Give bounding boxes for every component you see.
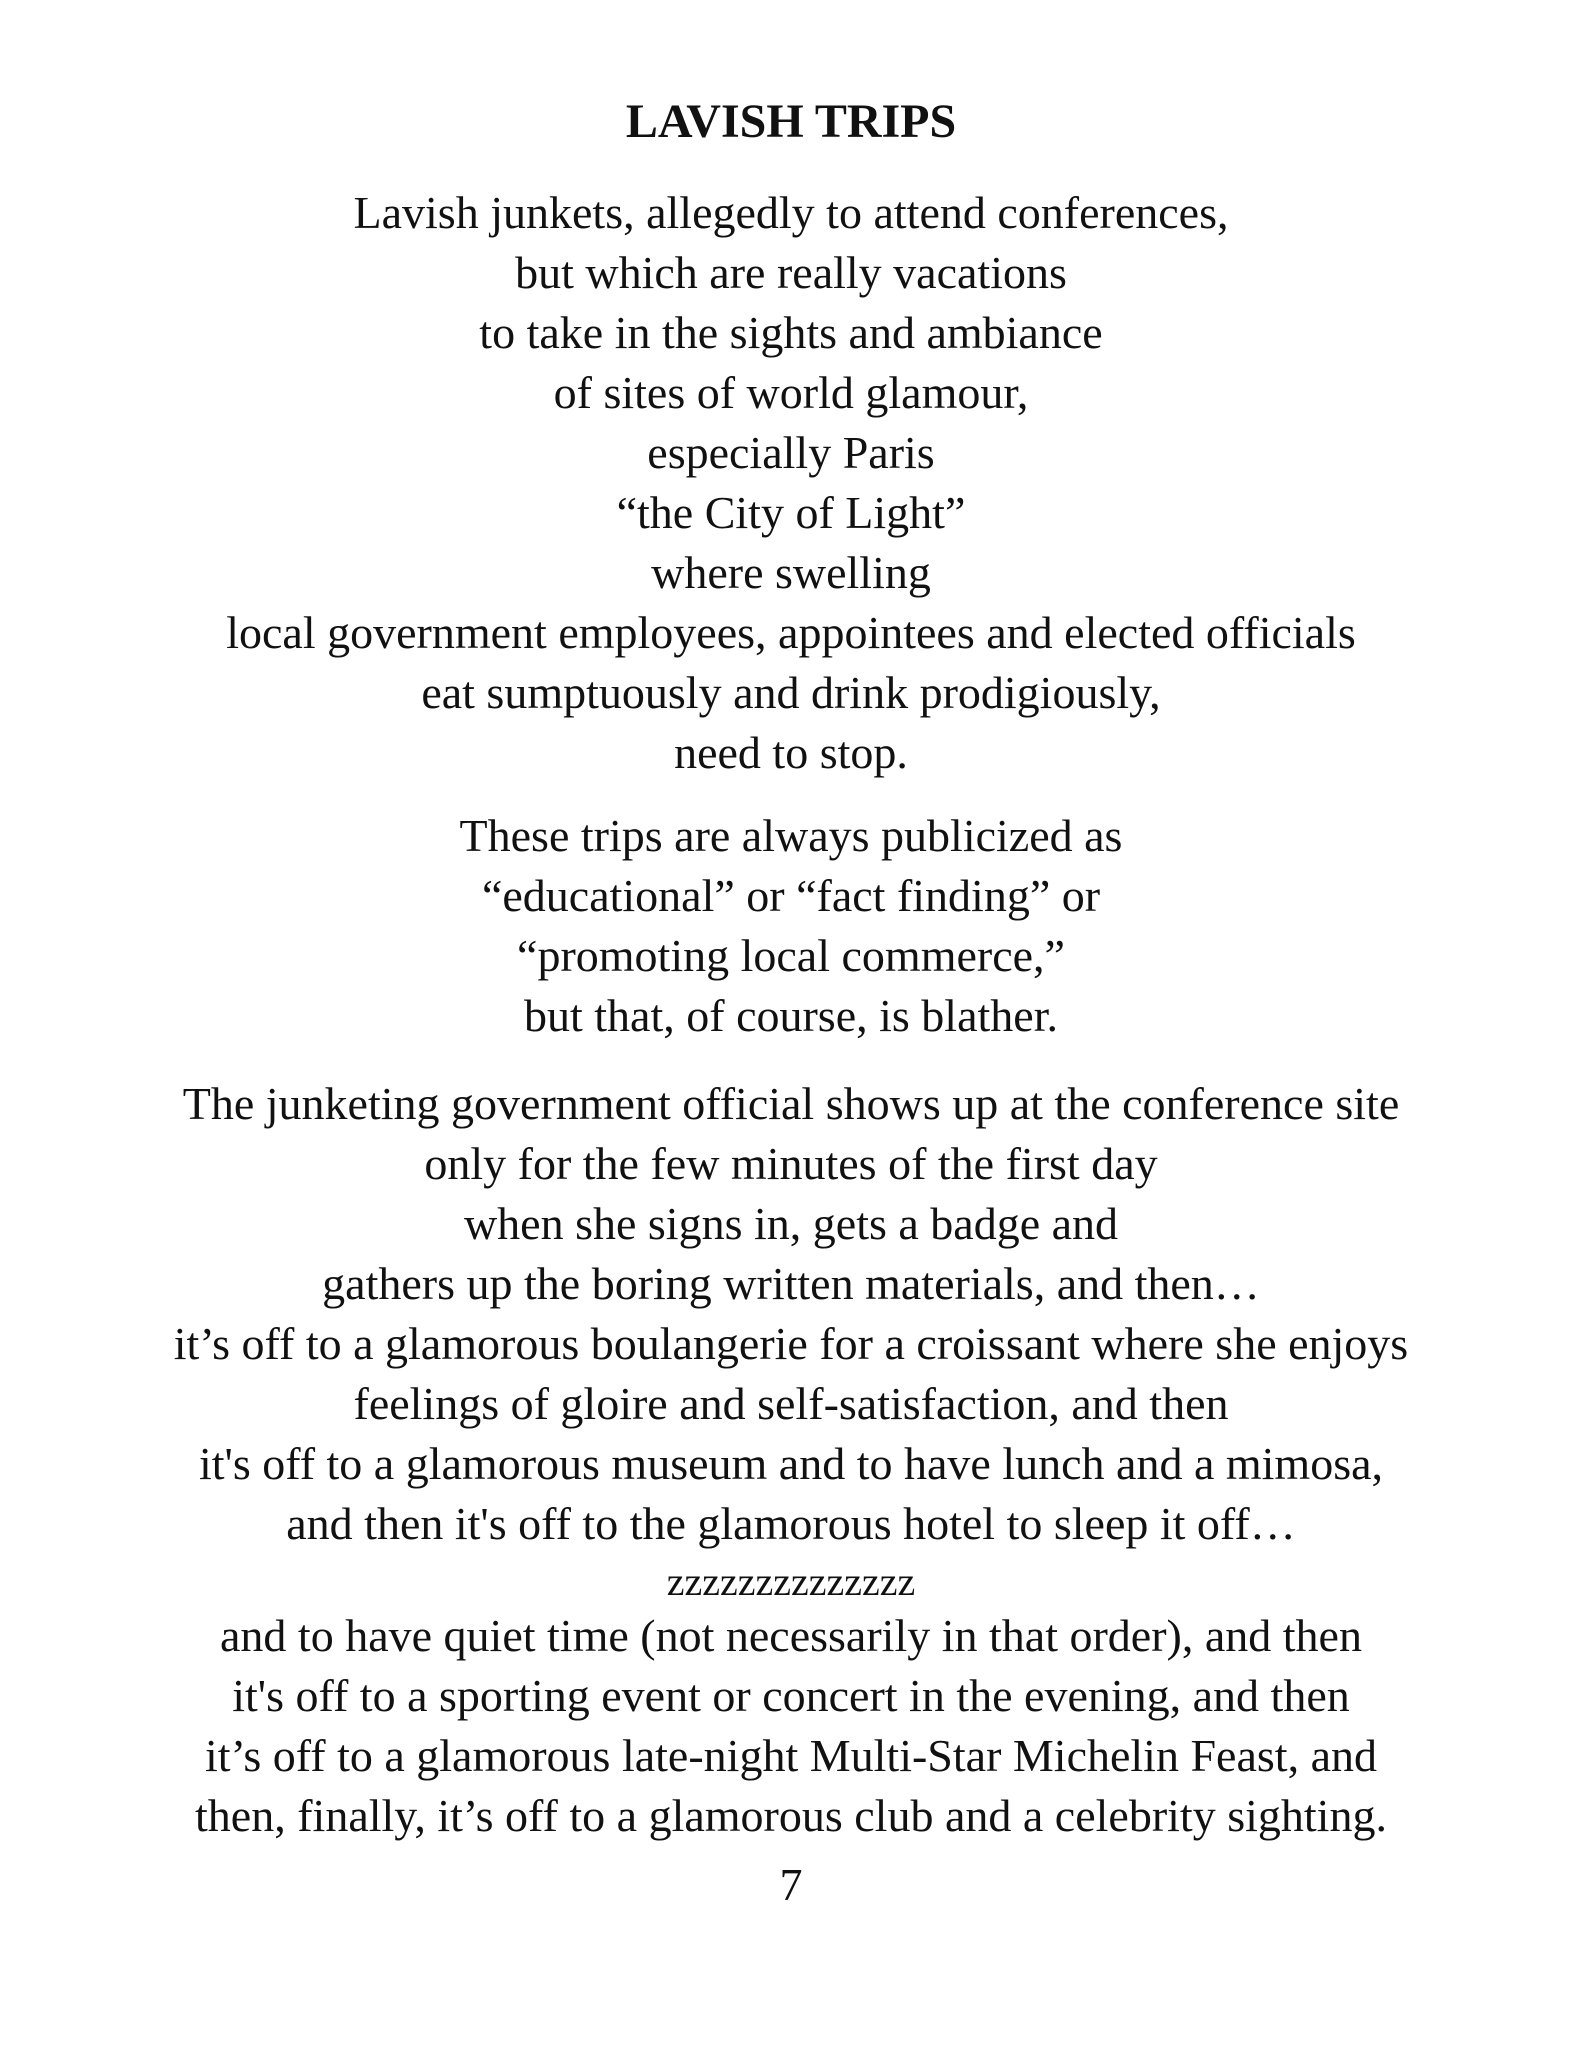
poem-line: it’s off to a glamorous boulangerie for a croissant where she enjoys — [173, 1318, 1409, 1369]
stanza-4 — [0, 1606, 1582, 1846]
poem-line: Lavish junkets, allegedly to attend conferences, — [353, 187, 1229, 238]
page-number: 7 — [779, 1859, 803, 1910]
poem-line: and then it's off to the glamorous hotel to sleep it off… — [286, 1498, 1296, 1549]
stanza-2 — [0, 806, 1582, 1046]
poem-line: need to stop. — [674, 727, 908, 778]
poem-line: gathers up the boring written materials, and then… — [322, 1258, 1260, 1309]
poem-line: feelings of gloire and self-satisfaction, and then — [353, 1378, 1229, 1429]
poem-line: eat sumptuously and drink prodigiously, — [421, 667, 1161, 718]
poem-line: where swelling — [651, 547, 931, 598]
poem-line: “promoting local commerce,” — [517, 930, 1065, 981]
poem-line: local government employees, appointees and elected officials — [226, 607, 1356, 658]
poem-line: it’s off to a glamorous late-night Multi-Star Michelin Feast, and — [205, 1730, 1377, 1781]
poem-line: to take in the sights and ambiance — [479, 307, 1103, 358]
poem-line: of sites of world glamour, — [553, 367, 1029, 418]
poem-line: only for the few minutes of the first day — [424, 1138, 1158, 1189]
poem-line: and to have quiet time (not necessarily in that order), and then — [220, 1610, 1362, 1661]
poem-line: especially Paris — [647, 427, 935, 478]
poem-line: but which are really vacations — [515, 247, 1067, 298]
poem-line: it's off to a glamorous museum and to have lunch and a mimosa, — [198, 1438, 1384, 1489]
sleep-zzz-line: zzzzzzzzzzzzzz — [666, 1559, 916, 1604]
stanza-3 — [0, 1074, 1582, 1610]
page-title: LAVISH TRIPS — [625, 95, 957, 148]
poem-line: These trips are always publicized as — [459, 810, 1123, 861]
poem-line: it's off to a sporting event or concert in the evening, and then — [232, 1670, 1350, 1721]
stanza-1 — [0, 183, 1582, 783]
poem-line: “the City of Light” — [616, 487, 966, 538]
poem-line: but that, of course, is blather. — [524, 990, 1058, 1041]
poem-line: “educational” or “fact finding” or — [481, 870, 1101, 921]
poem-line: then, finally, it’s off to a glamorous club and a celebrity sighting. — [195, 1790, 1387, 1841]
poem-line: The junketing government official shows up at the conference site — [182, 1078, 1400, 1129]
poem-line: when she signs in, gets a badge and — [463, 1198, 1119, 1249]
